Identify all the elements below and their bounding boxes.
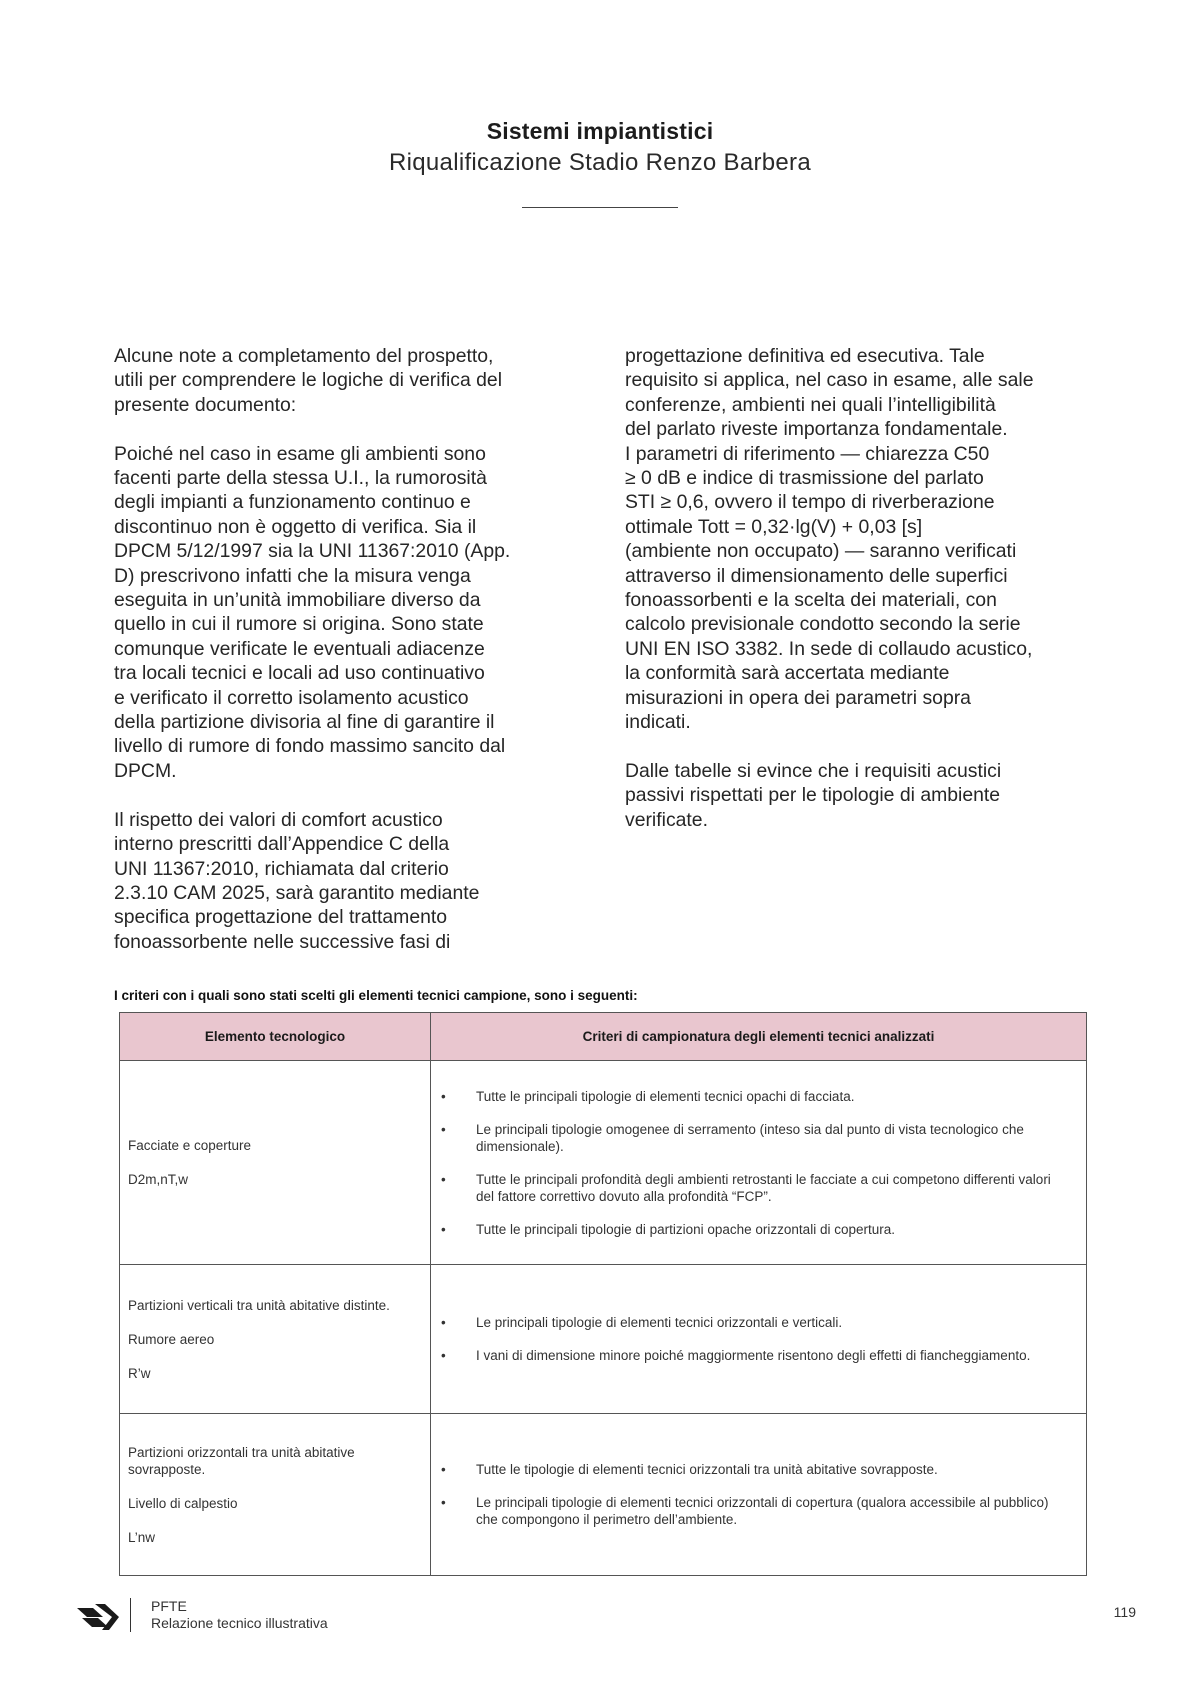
bullet: • — [441, 1221, 446, 1237]
paragraph: Il rispetto dei valori di comfort acustico interno prescritti dall’Appendice C della UNI 11367:2010, richiamata dal criterio 2.3.10 CAM 2025, sarà garantito mediante specifica progettazione del trattamento fonoassorbente nelle successive fasi di — [114, 808, 480, 953]
bullet: • — [441, 1121, 446, 1137]
table-header-row — [120, 1013, 1087, 1061]
section-title: Sistemi impiantistici — [486, 118, 714, 144]
element-type: Rumore aereo — [128, 1331, 215, 1347]
bullet: • — [441, 1495, 446, 1510]
table-row — [120, 1414, 1087, 1576]
list-item: • Tutte le principali tipologie di partizioni opache orizzontali di copertura. — [441, 1221, 895, 1237]
table-row — [120, 1265, 1087, 1414]
table-row — [120, 1061, 1087, 1265]
list-item: • Le principali tipologie omogenee di serramento (inteso sia dal punto di vista tecnologico che dimensionale). — [441, 1121, 1024, 1154]
footer-separator — [130, 1598, 131, 1632]
document-title: Relazione tecnico illustrativa — [151, 1615, 328, 1631]
bullet: • — [441, 1348, 446, 1363]
bullet: • — [441, 1088, 446, 1104]
header-divider — [522, 207, 678, 208]
bullet: • — [441, 1462, 446, 1477]
list-item: • I vani di dimensione minore poiché maggiormente risentono degli effetti di fiancheggiamento. — [441, 1348, 1031, 1363]
criteria-cell — [431, 1414, 1087, 1576]
body-column-right — [625, 344, 1095, 857]
criteria-list — [431, 1314, 1086, 1364]
criteria-cell — [431, 1265, 1087, 1414]
criteria-list — [431, 1461, 1086, 1528]
list-item: • Tutte le tipologie di elementi tecnici orizzontali tra unità abitative sovrapposte. — [441, 1462, 938, 1477]
paragraph: progettazione definitiva ed esecutiva. Tale requisito si applica, nel caso in esame, alle sale conferenze, ambienti nei quali l’intelligibilità del parlato riveste importanza fondamentale. I parametri di riferimento — chiarezza C50 ≥ 0 dB e indice di trasmissione del parlato STI ≥ 0,6, ovvero il tempo di riverberazione ottimale Tott = 0,32·lg(V) + 0,03 [s] (ambiente non occupato) — saranno verificati attraverso il dimensionamento delle superfici fonoassorbenti e la scelta dei materiali, con calcolo previsionale condotto secondo la serie UNI EN ISO 3382. In sede di collaudo acustico, la conformità sarà accertata mediante misurazioni in opera dei parametri sopra indicati. — [625, 345, 1034, 734]
list-item: • Le principali tipologie di elementi tecnici orizzontali e verticali. — [441, 1315, 843, 1330]
element-name: Facciate e coperture — [128, 1138, 252, 1153]
element-cell — [120, 1061, 431, 1265]
element-name: Partizioni orizzontali tra unità abitative sovrapposte. — [128, 1444, 355, 1477]
criteria-list — [431, 1088, 1086, 1238]
element-cell — [120, 1265, 431, 1414]
element-index: R’w — [128, 1365, 151, 1381]
page-header — [0, 118, 1200, 208]
paragraph: Poiché nel caso in esame gli ambienti sono facenti parte della stessa U.I., la rumorosità degli impianti a funzionamento continuo e discontinuo non è oggetto di verifica. Sia il DPCM 5/12/1997 sia la UNI 11367:2010 (App. D) prescrivono infatti che la misura venga eseguita in un’unità immobiliare diverso da quello in cui il rumore si origina. Sono state comunque verificate le eventuali adiacenze tra locali tecnici e locali ad uso continuativo e verificato il corretto isolamento acustico della partizione divisoria al fine di garantire il livello di rumore di fondo massimo sancito dal DPCM. — [114, 442, 511, 782]
footer-document-info — [151, 1598, 328, 1632]
section-subtitle: Riqualificazione Stadio Renzo Barbera — [388, 149, 811, 176]
element-name: Partizioni verticali tra unità abitative distinte. — [128, 1297, 390, 1313]
document-code: PFTE — [151, 1598, 187, 1614]
element-index: L’nw — [128, 1529, 156, 1545]
page-number: 119 — [1113, 1604, 1136, 1620]
list-item: • Tutte le principali tipologie di elementi tecnici opachi di facciata. — [441, 1088, 855, 1104]
element-index: D2m,nT,w — [128, 1172, 189, 1187]
table-caption: I criteri con i quali sono stati scelti gli elementi tecnici campione, sono i seguenti: — [114, 988, 638, 1003]
bullet: • — [441, 1171, 446, 1187]
list-item: • Le principali tipologie di elementi tecnici orizzontali di copertura (qualora accessibile al pubblico) che compongono il perimetro dell’ambiente. — [441, 1495, 1049, 1527]
paragraph: Alcune note a completamento del prospetto, utili per comprendere le logiche di verifica del presente documento: — [114, 345, 503, 416]
criteria-cell — [431, 1061, 1087, 1265]
element-cell — [120, 1414, 431, 1576]
body-column-left — [114, 344, 584, 979]
list-item: • Tutte le principali profondità degli ambienti retrostanti le facciate a cui competono differenti valori del fattore correttivo dovuto alla profondità “FCP”. — [441, 1171, 1051, 1204]
page-footer — [76, 1596, 1136, 1636]
criteria-table — [119, 1012, 1087, 1576]
column-header-criteria: Criteri di campionatura degli elementi tecnici analizzati — [431, 1013, 1087, 1061]
element-type: Livello di calpestio — [128, 1495, 238, 1511]
organization-logo-icon — [76, 1600, 120, 1632]
column-header-element: Elemento tecnologico — [120, 1013, 431, 1061]
paragraph: Dalle tabelle si evince che i requisiti acustici passivi rispettati per le tipologie di ambiente verificate. — [625, 759, 1002, 831]
bullet: • — [441, 1315, 446, 1330]
